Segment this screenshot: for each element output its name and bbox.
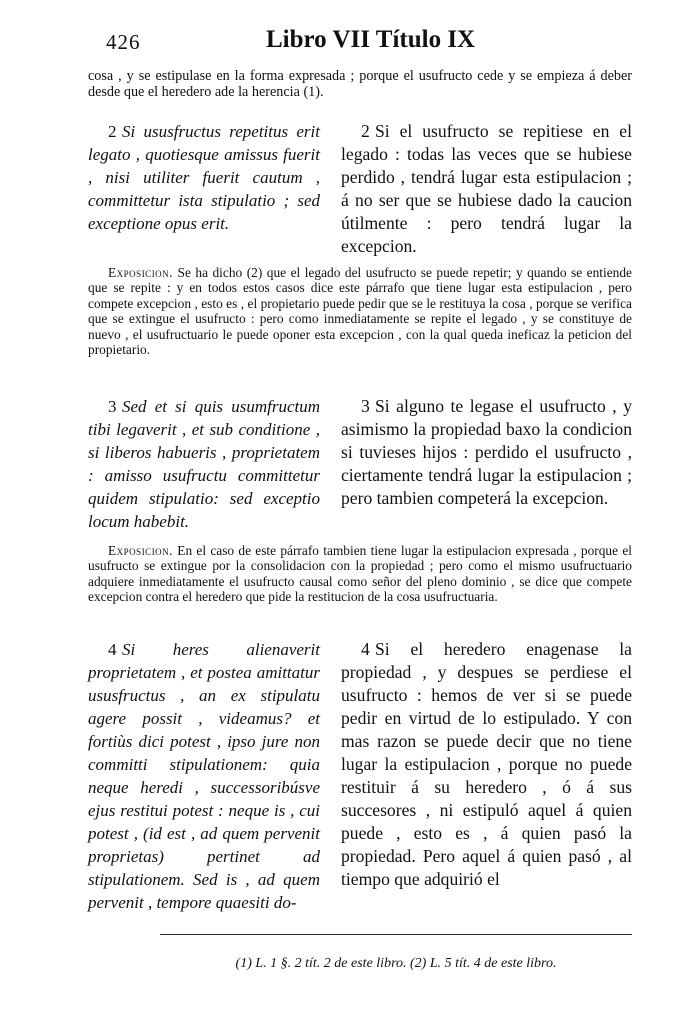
section-number: 3 [108, 397, 117, 416]
opening-paragraph: cosa , y se estipulase en la forma expresada ; porque el usufructo cede y se empieza á deber desde que el heredero ade la herencia (1). [88, 68, 632, 100]
latin-text: 3 Sed et si quis usumfructum tibi legaverit , et sub conditione , si liberos habueris , proprietatem : amisso usufructu committetur quidem stipulatio: sed exceptio locum habebit. [88, 397, 320, 531]
section-number: 4 [108, 640, 117, 659]
exposition-label: Exposicion. [108, 543, 174, 558]
exposition-label: Exposicion. [108, 265, 174, 280]
section-number: 4 [361, 639, 370, 659]
exposition-2: Exposicion. En el caso de este párrafo tambien tiene lugar la estipulacion expresada , porque el usufructo se extingue por la consolidacion con la propiedad ; pero como el mismo usufructuario adquiere inmediatamente el usufructo causal como señor del pleno dominio , se dice que compete excepcion contra el heredero que pide la restitucion de la cosa usufructuaria. [88, 543, 632, 605]
spanish-text: 4 Si el heredero enagenase la propiedad , y despues se perdiese el usufructo : hemos de ver si se puede pedir en virtud de lo estipulado. Y con mas razon se puede decir que no tiene lugar la estipulacion , porque no puede restituir á su heredero , ó á sus succesores , ni estipuló aquel á quien puede , esto es , á quien pasó la propiedad. Pero aquel á quien pasó , al tiempo que adquirió el [341, 639, 632, 889]
section-number: 2 [108, 122, 117, 141]
spanish-text: 3 Si alguno te legase el usufructo , y asimismo la propiedad baxo la condicion si tuvieses hijos : perdido el usufructo , ciertamente tendrá lugar la estipulacion ; pero tambien competerá la excepcion. [341, 396, 632, 508]
latin-text: 2 Si ususfructus repetitus erit legato , quotiesque amissus fuerit , nisi utiliter fuerit cautum , committetur ista stipulatio ; sed exceptione opus erit. [88, 122, 320, 233]
footnotes: (1) L. 1 §. 2 tít. 2 de este libro. (2) L. 5 tít. 4 de este libro. [235, 956, 557, 971]
latin-text: 4 Si heres alienaverit proprietatem , et postea amittatur ususfructus , an ex stipulatu agere possit , videamus? et fortiùs dici potest , ipso jure non committi stipulationem: quia neque heredi , successoribúsve ejus restitui potest : neque is , cui potest , (id est , ad quem pervenit proprietas) pertinet ad stipulationem. Sed is , ad quem pervenit , tempore quaesiti do- [88, 640, 320, 912]
footnote-rule [160, 934, 632, 935]
page-header [106, 26, 586, 60]
section-number: 3 [361, 396, 370, 416]
section-number: 2 [361, 121, 370, 141]
page-number: 426 [106, 30, 141, 54]
spanish-text: 2 Si el usufructo se repitiese en el legado : todas las veces que se hubiese perdido , tendrá lugar esta estipulacion ; á no ser que se hubiese dado la caucion útilmente : pero tendrá lugar la excepcion. [341, 121, 632, 256]
exposition-1: Exposicion. Se ha dicho (2) que el legado del usufructo se puede repetir; y quando se entiende que se repite : y en todos estos casos dice este párrafo que tiene lugar esta estipulacion , pero compete excepcion , esto es , el propietario puede pedir que se le restituya la cosa , porque se verifica que se extingue el usufructo : pero como inmediatamente se repite el legado , y se constituye de nuevo , el usufructuario le puede oponer esta excepcion , con la qual queda ineficaz la peticion del propietario. [88, 265, 632, 358]
running-title: Libro VII Título IX [266, 26, 476, 53]
